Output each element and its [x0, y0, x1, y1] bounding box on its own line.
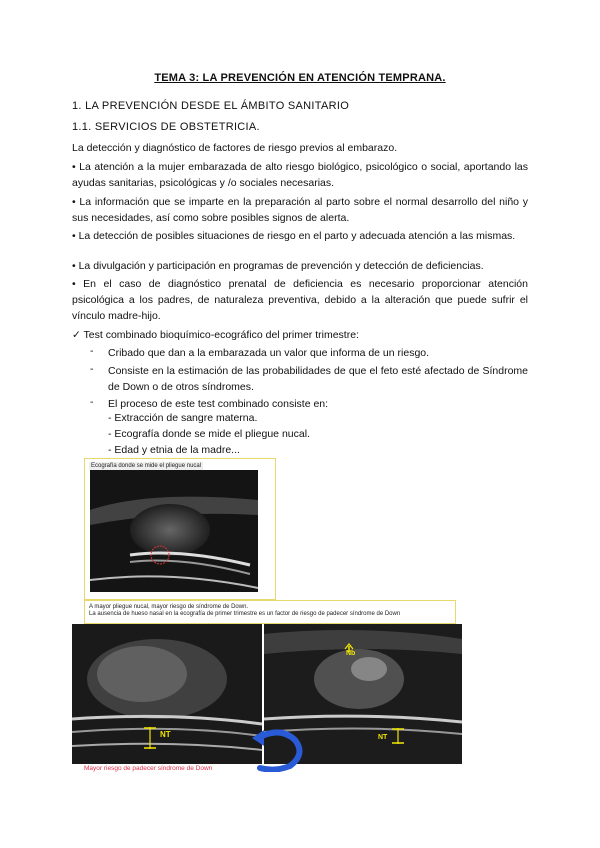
bullet-3: • La detección de posibles situaciones de riesgo en el parto y adecuada atención a las mismas.: [72, 230, 516, 242]
ultrasound-image-2: [72, 624, 262, 764]
sub-item-3: - Edad y etnia de la madre...: [108, 444, 240, 456]
intro-paragraph: La detección y diagnóstico de factores de riesgo previos al embarazo.: [72, 142, 398, 154]
risk-caption: Mayor riesgo de padecer síndrome de Down: [84, 765, 213, 772]
dash-marker: -: [90, 396, 94, 408]
bullet-5: • En el caso de diagnóstico prenatal de deficiencia es necesario proporcionar atención psicológica a los padres, de naturaleza preventiva, debido a la alteración que puede sufrir el vínculo madre-hijo.: [72, 278, 528, 322]
curved-arrow-icon: [240, 726, 310, 772]
dash-marker: -: [90, 345, 94, 357]
checklist-heading: ✓ Test combinado bioquímico-ecográfico del primer trimestre:: [72, 329, 359, 341]
figure-2-caption-box: [84, 600, 456, 624]
figure-2-caption-2: La ausencia de hueso nasal en la ecografía de primer trimestre es un factor de riesgo de padecer síndrome de Down: [89, 611, 401, 617]
dash-marker: -: [90, 363, 94, 375]
sub-item-1: - Extracción de sangre materna.: [108, 412, 258, 424]
bullet-1: • La atención a la mujer embarazada de alto riesgo biológico, psicológico o social, aportando las ayudas sanitarias, psicológicas y /o sociales necesarias.: [72, 161, 528, 189]
dash-item-2: Consiste en la estimación de las probabilidades de que el feto esté afectado de Síndrome de Down o de otros síndromes.: [108, 365, 528, 393]
ultrasound-drawing-1: [90, 470, 258, 592]
dash-item-1: Cribado que dan a la embarazada un valor que informa de un riesgo.: [108, 347, 430, 359]
figure-1-caption: Ecografía donde se mide el pliegue nucal: [91, 463, 202, 469]
nt-label-right: NT: [378, 734, 388, 741]
ultrasound-drawing-2: [72, 624, 262, 764]
nb-label: Nb: [346, 650, 356, 657]
page-title: TEMA 3: LA PREVENCIÓN EN ATENCIÓN TEMPRANA.: [154, 72, 446, 84]
sub-item-2: - Ecografía donde se mide el pliegue nucal.: [108, 428, 310, 440]
bullet-2: • La información que se imparte en la preparación al parto sobre el normal desarrollo del niño y sus necesidades, así como sobre posibles signos de alerta.: [72, 196, 528, 224]
dash-item-3: El proceso de este test combinado consiste en:: [108, 398, 329, 410]
subsection-heading: 1.1. SERVICIOS DE OBSTETRICIA.: [72, 121, 260, 133]
section-heading: 1. LA PREVENCIÓN DESDE EL ÁMBITO SANITARIO: [72, 100, 350, 112]
nt-label-left: NT: [160, 730, 171, 739]
bullet-4: • La divulgación y participación en programas de prevención y detección de deficiencias.: [72, 260, 484, 272]
ultrasound-image-1: [90, 470, 258, 592]
figure-2-caption-1: A mayor pliegue nucal, mayor riesgo de síndrome de Down.: [89, 604, 249, 610]
